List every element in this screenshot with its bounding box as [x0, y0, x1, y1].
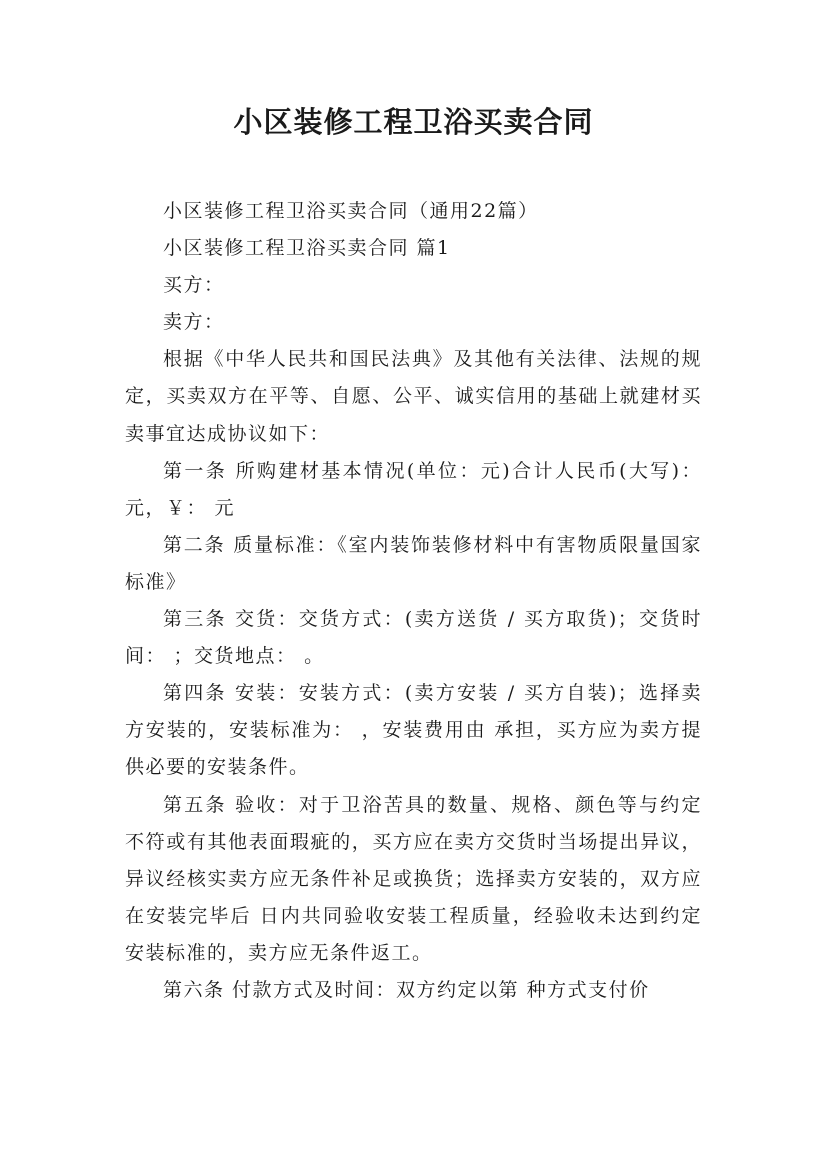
paragraph-preamble: 根据《中华人民共和国民法典》及其他有关法律、法规的规定，买卖双方在平等、自愿、公平、诚实信用的基础上就建材买卖事宜达成协议如下：: [125, 348, 702, 445]
paragraph-article-4: 第四条 安装：安装方式：(卖方安装 / 买方自装)；选择卖方安装的，安装标准为： ，安装费用由 承担，买方应为卖方提供必要的安装条件。: [125, 682, 702, 779]
paragraph-article-2: 第二条 质量标准：《室内装饰装修材料中有害物质限量国家标准》: [125, 533, 702, 593]
paragraph-article-6: 第六条 付款方式及时间：双方约定以第 种方式支付价: [163, 978, 650, 1001]
paragraph-subtitle: 小区装修工程卫浴买卖合同（通用22篇）: [163, 200, 539, 222]
paragraph-section-heading: 小区装修工程卫浴买卖合同 篇1: [163, 237, 451, 260]
paragraph-article-5: 第五条 验收：对于卫浴苦具的数量、规格、颜色等与约定不符或有其他表面瑕疵的，买方应在卖方交货时当场提出异议，异议经核实卖方应无条件补足或换货；选择卖方安装的，双方应在安装完毕后 日内共同验收安装工程质量，经验收未达到约定安装标准的，卖方应无条件返工。: [125, 793, 702, 964]
paragraph-article-3: 第三条 交货：交货方式：(卖方送货 / 买方取货)；交货时间： ；交货地点： 。: [125, 608, 702, 668]
document-title: 小区装修工程卫浴买卖合同: [233, 105, 594, 139]
paragraph-seller: 卖方：: [163, 311, 225, 334]
paragraph-article-1: 第一条 所购建材基本情况(单位：元)合计人民币(大写)：元，￥： 元: [125, 459, 702, 519]
paragraph-buyer: 买方：: [163, 274, 225, 297]
document-body: [125, 193, 702, 1009]
